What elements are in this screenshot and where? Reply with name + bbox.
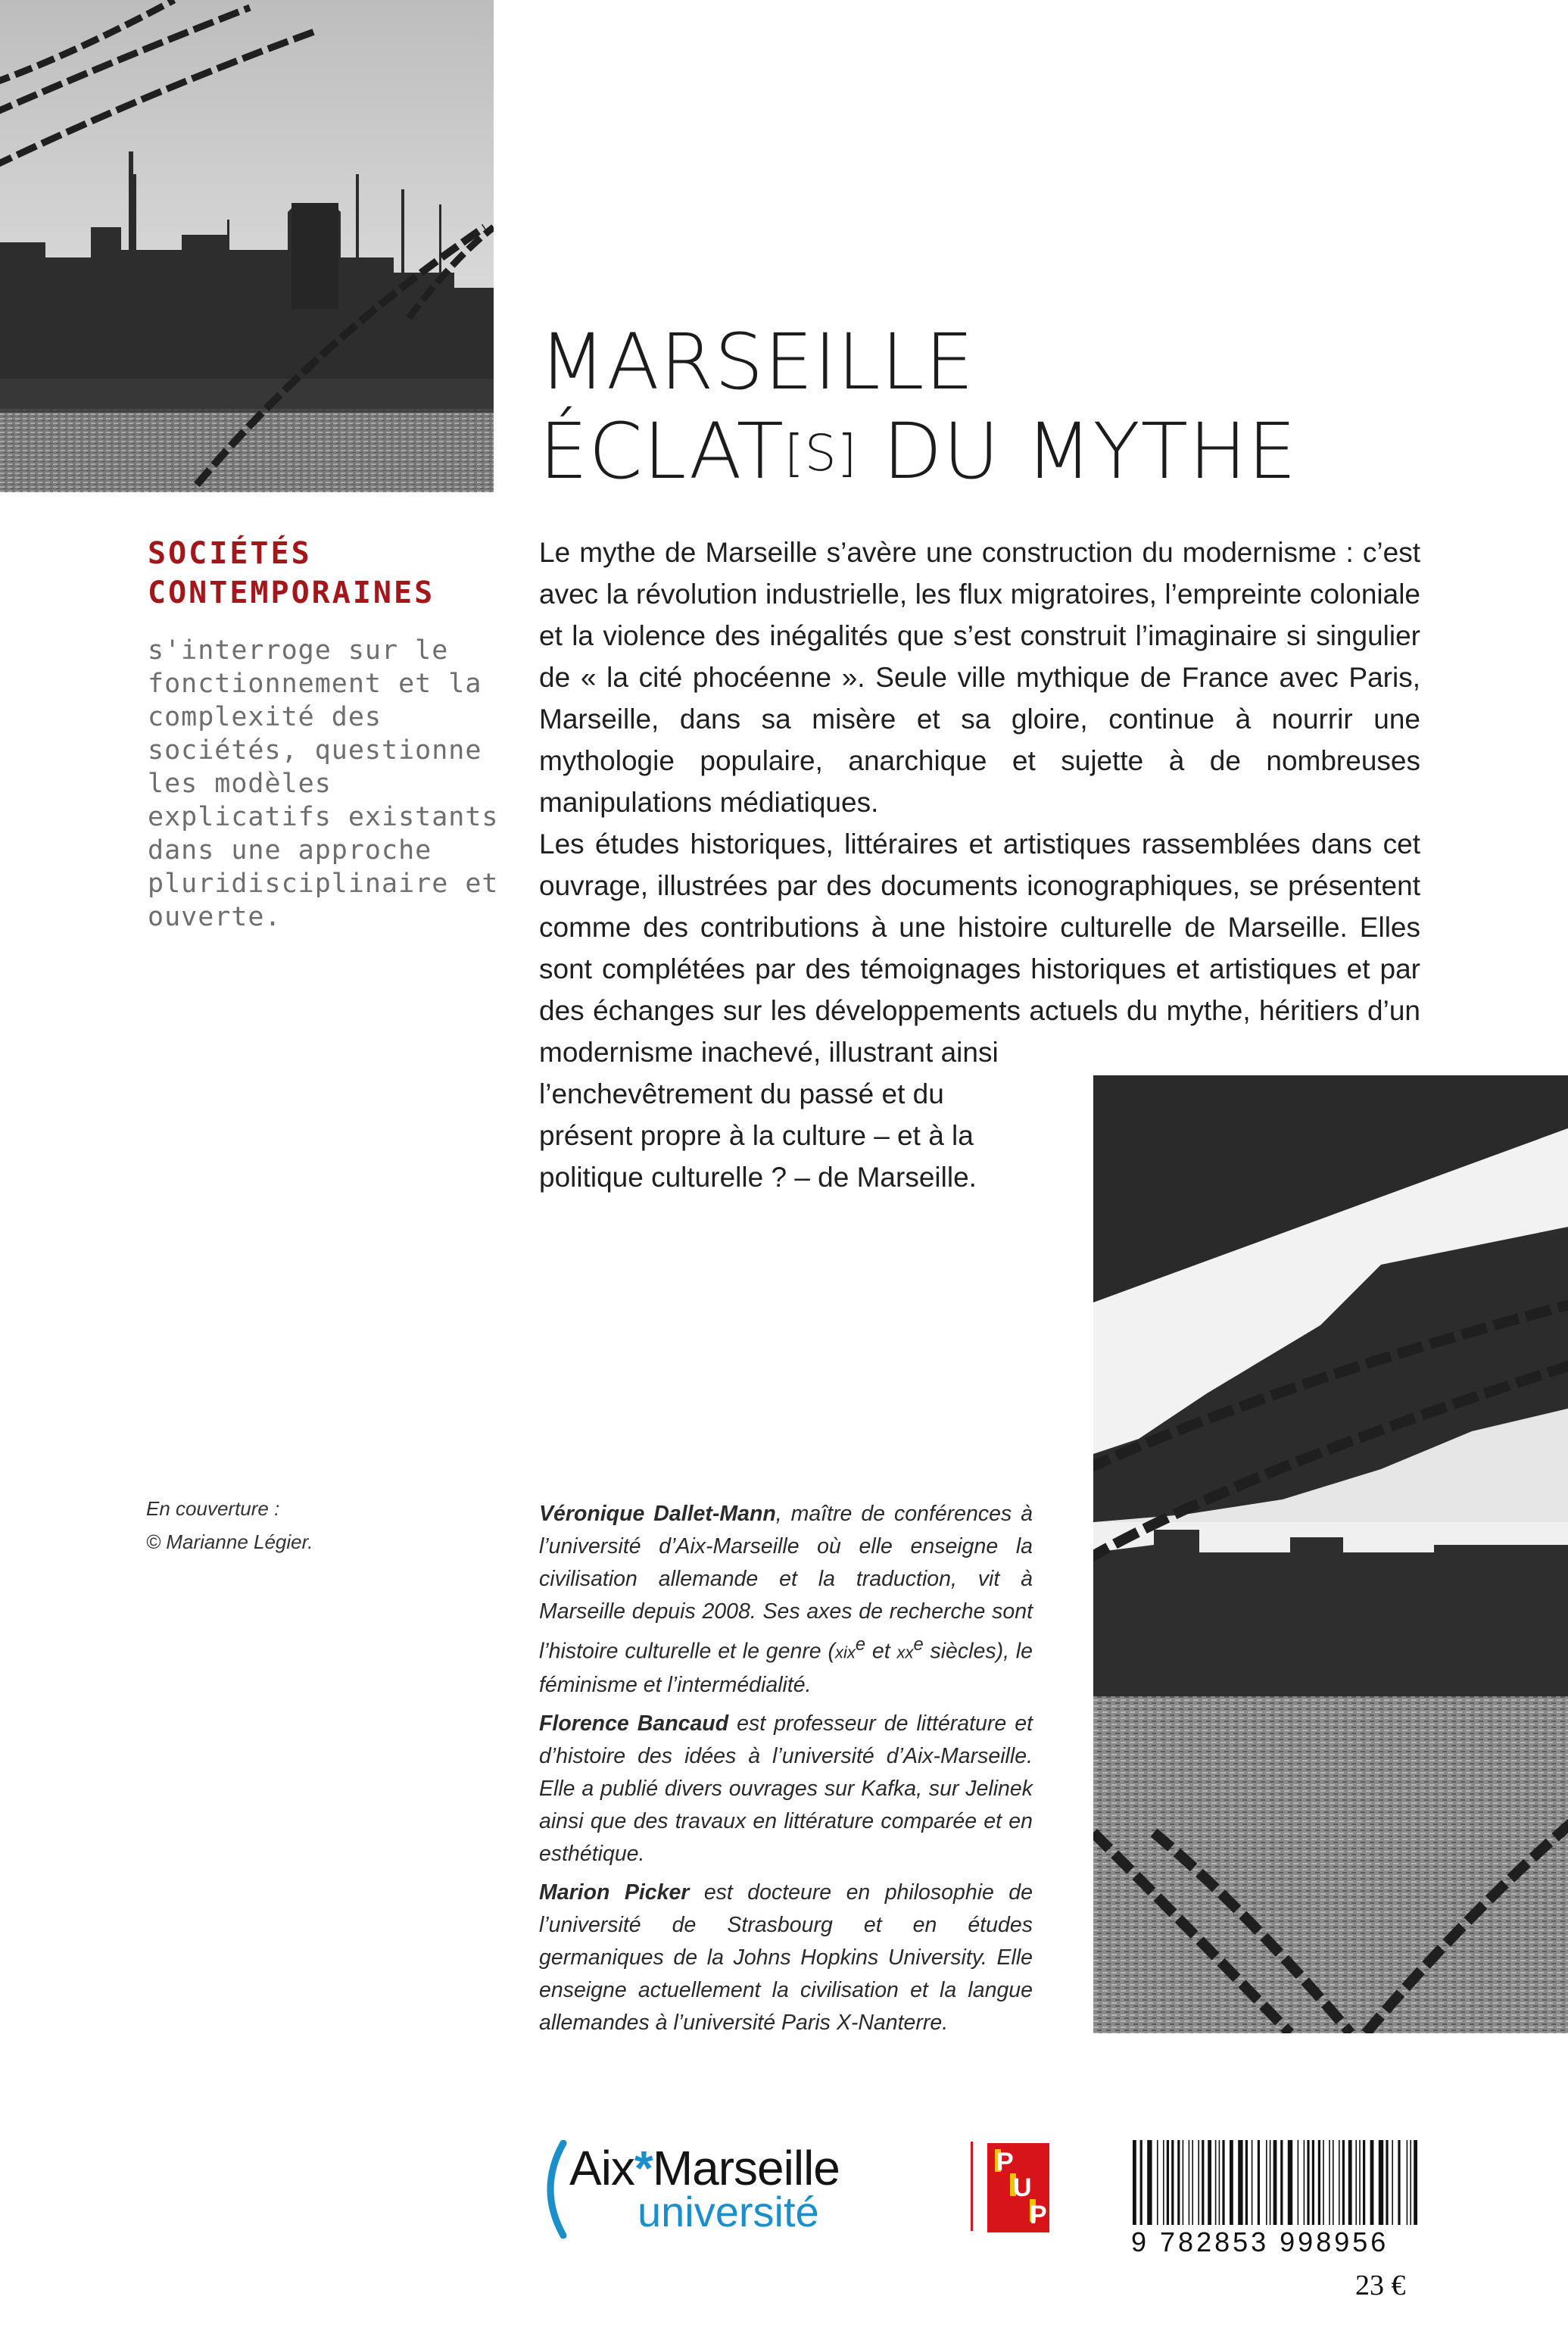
barcode-bar xyxy=(1147,2140,1152,2225)
barcode-bar xyxy=(1280,2140,1283,2225)
barcode-bar xyxy=(1183,2140,1184,2225)
isbn-barcode xyxy=(1133,2140,1420,2225)
barcode-bar xyxy=(1258,2140,1260,2225)
logo-parenthesis-icon xyxy=(535,2140,568,2239)
barcode-bar xyxy=(1348,2140,1352,2225)
barcode-bar xyxy=(1288,2140,1292,2225)
isbn-number: 9 782853 998956 xyxy=(1131,2226,1389,2257)
barcode-bar xyxy=(1208,2140,1211,2225)
barcode-bar xyxy=(1363,2140,1365,2225)
barcode-bar xyxy=(1238,2140,1242,2225)
summary-paragraph-1: Le mythe de Marseille s’avère une construction du modernisme : c’est avec la révolution industrielle, les flux migratoires, l’empreinte coloniale et la violence des inégalités que s’est construit l’imaginaire si singulier de « la cité phocéenne ». Seule ville mythique de France avec Paris, Marseille, dans sa misère et sa gloire, continue à nourrir une mythologie populaire, anarchique et sujette à de nombreuses manipulations médiatiques. xyxy=(539,537,1420,818)
summary-paragraph-3: l’enchevêtrement du passé et du présent propre à la culture – et à la politique culturelle ? – de Marseille. xyxy=(539,1078,977,1193)
barcode-bar xyxy=(1339,2140,1340,2225)
summary-paragraph-2: Les études historiques, littéraires et artistiques rassemblées dans cet ouvrage, illustrées par des documents iconographiques, se présentent comme des contributions à une histoire culturelle de Marseille. Elles sont complétées par des témoignages historiques et artistiques et par des échanges sur les développements actuels du mythe, héritiers d’un modernisme inachevé, illustrant ainsi xyxy=(539,828,1420,1068)
barcode-bar xyxy=(1245,2140,1248,2225)
barcode-bar xyxy=(1355,2140,1357,2225)
barcode-bar xyxy=(1312,2140,1314,2225)
barcode-bar xyxy=(1298,2140,1299,2225)
barcode-bar xyxy=(1171,2140,1174,2225)
bio-picker: Marion Picker est docteure en philosophie de l’université de Strasbourg et en études germaniques de la Johns Hopkins University. Elle enseigne actuellement la civilisation et la langue allemandes à l’université Paris X-Nanterre. xyxy=(539,1880,1033,2035)
barcode-bar xyxy=(1270,2140,1271,2225)
book-title xyxy=(539,318,1297,498)
credits-photographer: © Marianne Légier. xyxy=(146,1530,313,1553)
cover-photo-top xyxy=(0,0,494,492)
barcode-bar xyxy=(1177,2140,1180,2225)
collection-description: s'interroge sur le fonctionnement et la complexité des sociétés, questionne les modèles explicatifs existants dans une approche pluridisciplinaire et ouverte. xyxy=(148,635,499,932)
pup-letter-1: P xyxy=(996,2148,1014,2176)
collection-box xyxy=(148,534,503,934)
barcode-bar xyxy=(1379,2140,1383,2225)
barcode-bar xyxy=(1163,2140,1164,2225)
barcode-bar xyxy=(1167,2140,1169,2225)
title-bracket: [S] xyxy=(784,424,858,482)
barcode-bar xyxy=(1304,2140,1305,2225)
aix-marseille-universite-logo xyxy=(535,2140,959,2239)
price: 23 € xyxy=(1355,2270,1406,2301)
barcode-bar xyxy=(1219,2140,1220,2225)
barcode-bar xyxy=(1198,2140,1199,2225)
barcode-bar xyxy=(1333,2140,1334,2225)
barcode-bar xyxy=(1266,2140,1267,2225)
book-title-line1: MARSEILLE xyxy=(539,317,975,407)
barcode-bar xyxy=(1410,2140,1411,2225)
author-bios xyxy=(539,1498,1033,2045)
cover-photo-right xyxy=(1093,1075,1568,2033)
pup-letter-3: P xyxy=(1030,2201,1047,2229)
barcode-bar xyxy=(1359,2140,1361,2225)
barcode-bar xyxy=(1318,2140,1320,2225)
pup-letter-2: U xyxy=(1013,2173,1032,2202)
logo-amu-line2: université xyxy=(637,2188,819,2235)
logo-separator xyxy=(971,2142,973,2231)
barcode-bar xyxy=(1398,2140,1400,2225)
barcode-bar xyxy=(1273,2140,1277,2225)
bio-bancaud: Florence Bancaud est professeur de littérature et d’histoire des idées à l’université d’Aix-Marseille. Elle a publié divers ouvrages sur Kafka, sur Jelinek ainsi que des travaux en littérature comparée et en esthétique. xyxy=(539,1711,1033,1866)
barcode-bar xyxy=(1329,2140,1330,2225)
barcode-bar xyxy=(1133,2140,1136,2225)
barcode-bar xyxy=(1392,2140,1393,2225)
pup-logo xyxy=(987,2143,1049,2232)
barcode-bar xyxy=(1414,2140,1417,2225)
bio-dallet-mann: Véronique Dallet-Mann, maître de conférences à l’université d’Aix-Marseille où elle enseigne la civilisation allemande et la traduction, vit à Marseille depuis 2008. Ses axes de recherche sont l’histoire culturelle et le genre (xix$^e$ et $xx^e$ siècles), le féminisme et l’intermédialité. xyxy=(539,1502,1033,1697)
barcode-bar xyxy=(1202,2140,1204,2225)
book-title-line2: ÉCLAT[S] DU MYTHE xyxy=(539,407,1298,497)
barcode-bar xyxy=(1157,2140,1158,2225)
barcode-bar xyxy=(1215,2140,1217,2225)
barcode-bar xyxy=(1370,2140,1374,2225)
barcode-bar xyxy=(1407,2140,1408,2225)
barcode-bar xyxy=(1307,2140,1309,2225)
barcode-bar xyxy=(1252,2140,1253,2225)
barcode-bar xyxy=(1222,2140,1224,2225)
logo-amu-line1: Aix*Marseille xyxy=(569,2141,840,2195)
barcode-bar xyxy=(1140,2140,1142,2225)
barcode-bar xyxy=(1230,2140,1233,2225)
barcode-bar xyxy=(1323,2140,1324,2225)
cover-credits xyxy=(146,1492,313,1558)
barcode-bar xyxy=(1192,2140,1193,2225)
barcode-bar xyxy=(1386,2140,1388,2225)
barcode-bar xyxy=(1189,2140,1190,2225)
collection-name: SOCIÉTÉS CONTEMPORAINES xyxy=(148,536,435,610)
barcode-bar xyxy=(1342,2140,1345,2225)
credits-label: En couverture : xyxy=(146,1497,280,1520)
